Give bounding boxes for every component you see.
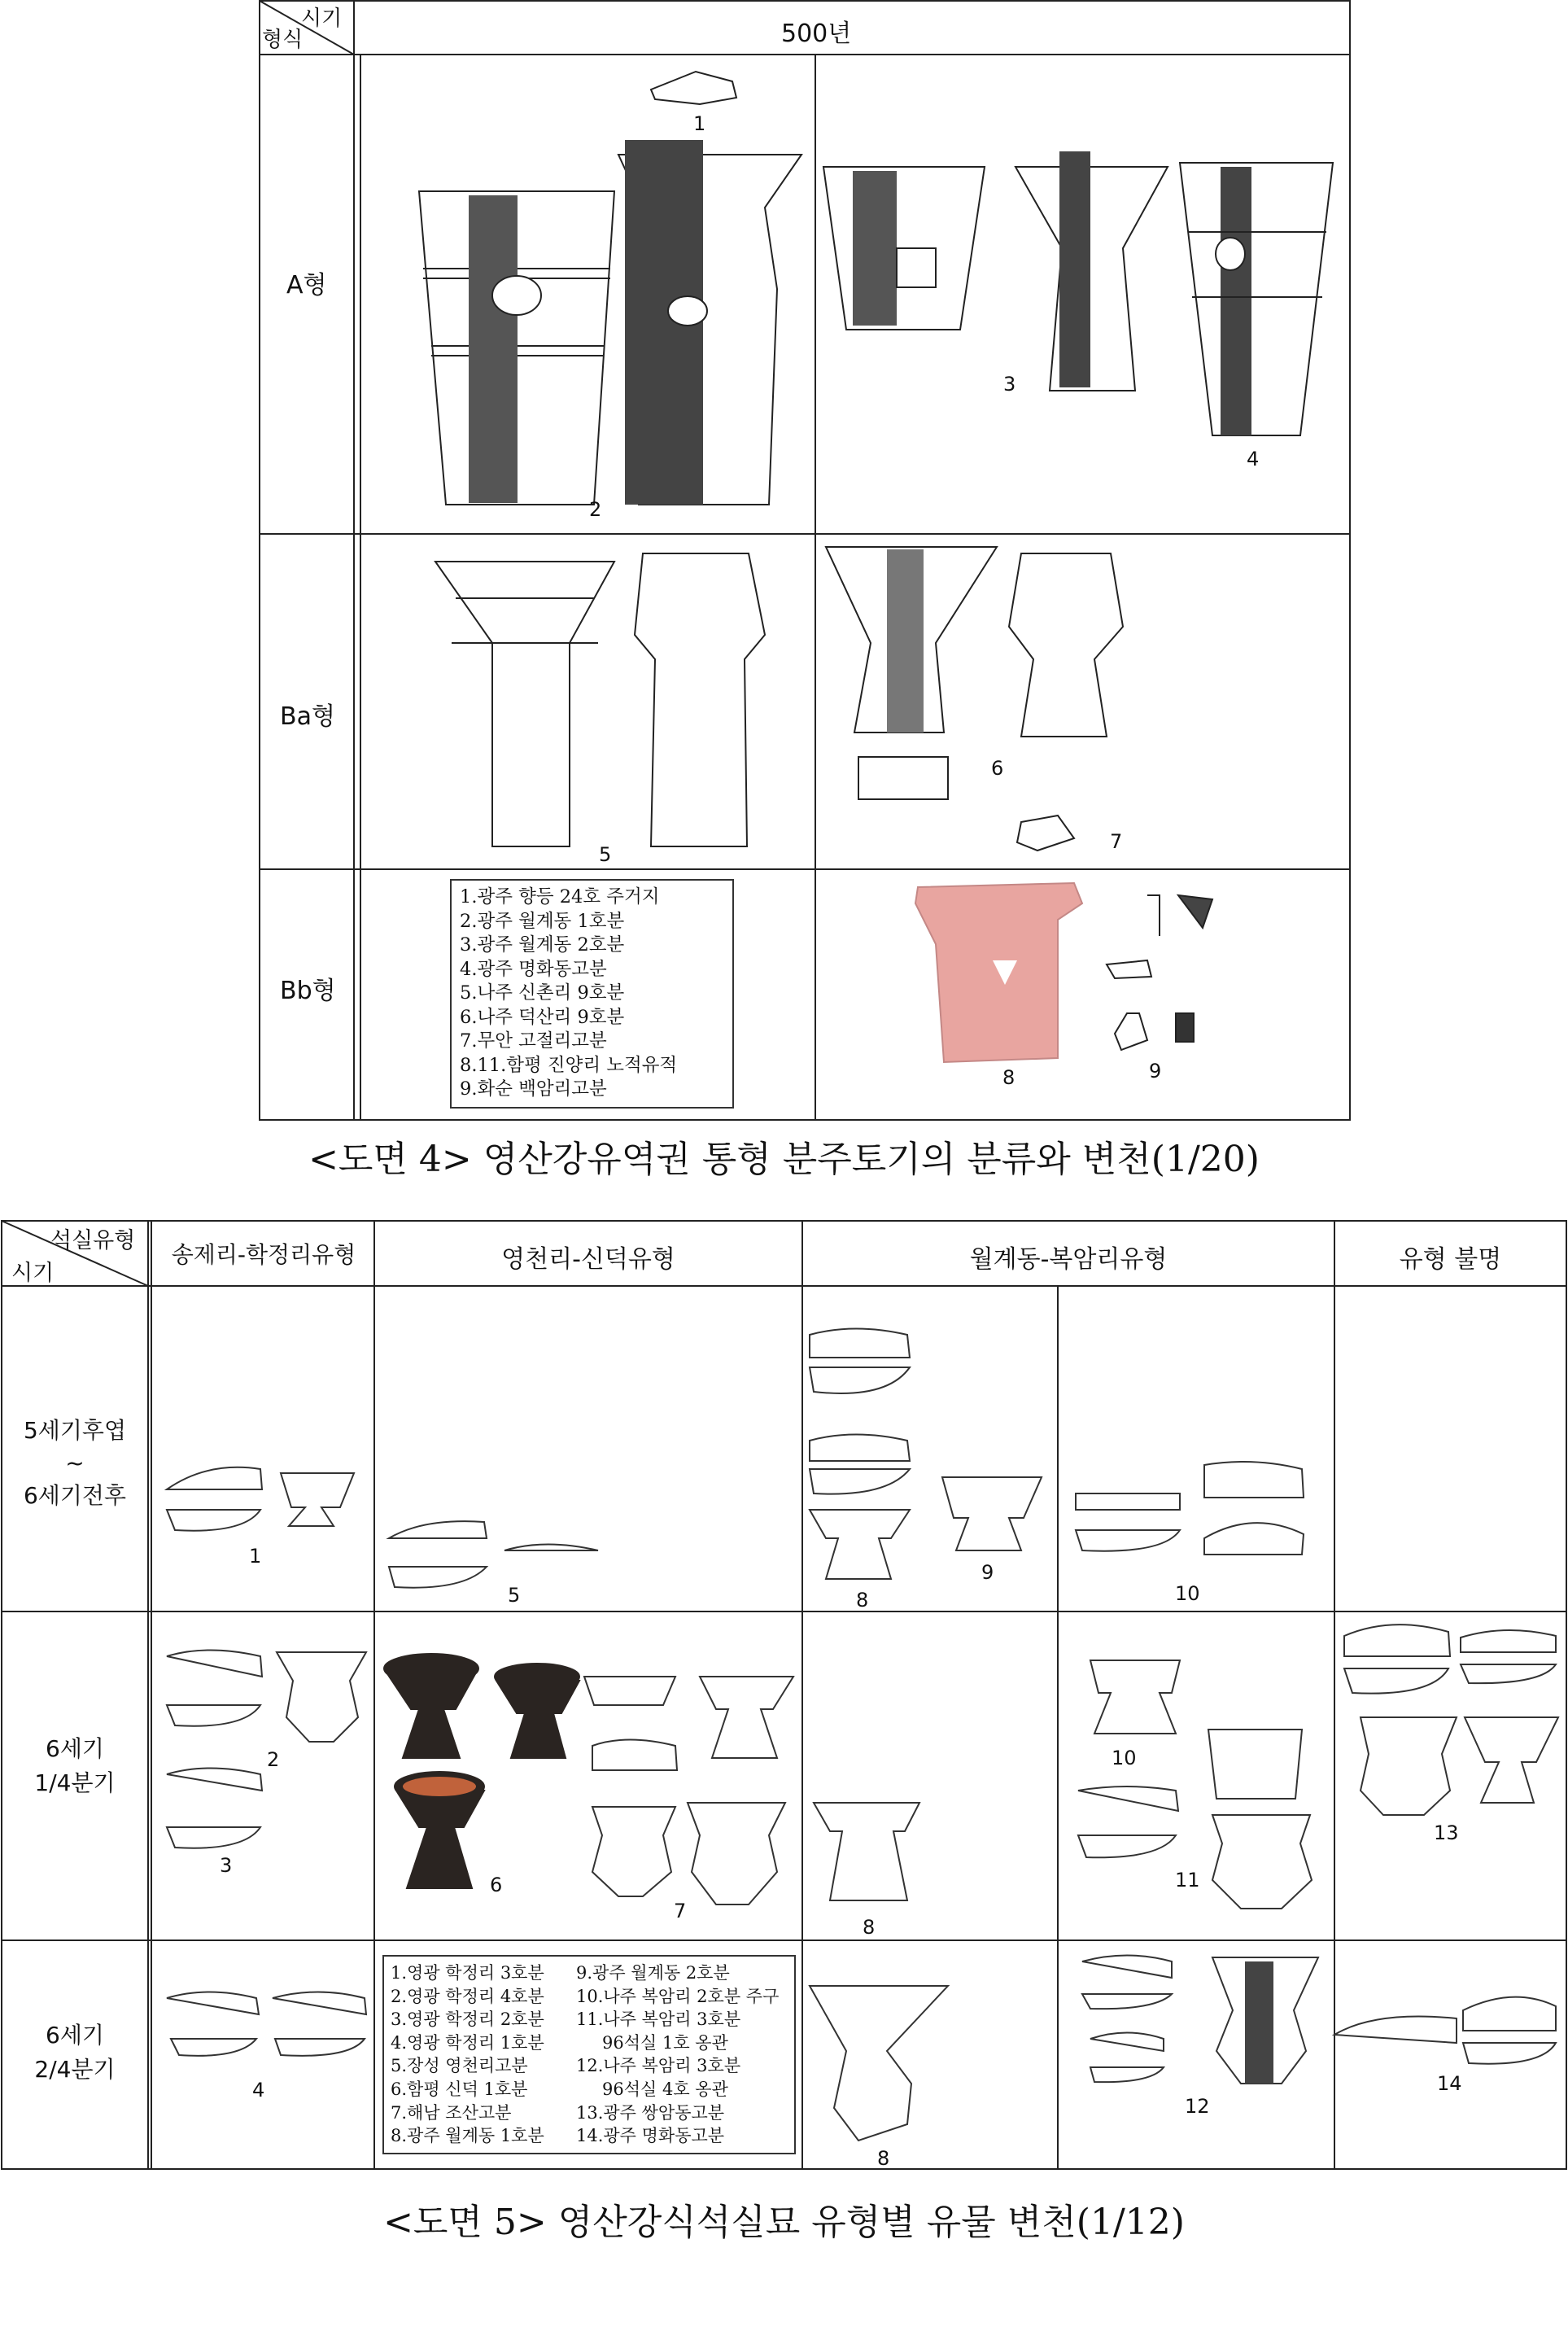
cup-8b <box>810 1469 910 1494</box>
cup-12b <box>1090 2067 1164 2082</box>
stemmed-cup-1 <box>281 1473 354 1526</box>
fig5-legend-item: 1.영광 학정리 3호분 <box>391 1963 544 1983</box>
fig4-caption: <도면 4> 영산강유역권 통형 분주토기의 분류와 변천(1/20) <box>308 1139 1260 1180</box>
fig5-legend-item: 11.나주 복암리 3호분 <box>576 2009 741 2030</box>
fig4-legend-item: 4.광주 명화동고분 <box>460 958 607 980</box>
fig5-num-6: 6 <box>490 1874 503 1896</box>
fig5-num-5: 5 <box>508 1584 521 1607</box>
fig5-legend-item: 7.해남 조산고분 <box>391 2102 512 2123</box>
fig4-header-period: 시기 <box>301 7 343 31</box>
fig5-num-8b: 8 <box>863 1916 876 1939</box>
fig4-legend-item: 2.광주 월계동 1호분 <box>460 910 625 932</box>
fig5-legend-item: 5.장성 영천리고분 <box>391 2056 528 2076</box>
fig5-legend <box>382 1955 796 2154</box>
cup-5 <box>389 1567 487 1588</box>
fig5-num-7: 7 <box>674 1900 687 1922</box>
stemmed-cup-8 <box>810 1510 910 1579</box>
fig4-num-6: 6 <box>991 757 1004 780</box>
fig5-num-12: 12 <box>1185 2095 1210 2118</box>
cup-14 <box>1463 2043 1556 2064</box>
lid-2 <box>167 1651 262 1677</box>
fig4-num-3: 3 <box>1003 373 1016 396</box>
fig4-legend-item: 7.무안 고절리고분 <box>460 1030 607 1052</box>
lid-13a <box>1344 1625 1450 1656</box>
fig4-row-bb: Bb형 <box>280 977 336 1005</box>
cup-8a <box>810 1367 910 1393</box>
cup-10b <box>1204 1523 1304 1555</box>
fig4-row-a: A형 <box>286 271 327 300</box>
pot-11 <box>1212 1815 1312 1909</box>
lid-12a <box>1082 1956 1172 1979</box>
fig5-legend-item: 10.나주 복암리 2호분 주구 <box>576 1986 780 2006</box>
bowl-7a <box>584 1677 675 1705</box>
pot-7a <box>592 1807 675 1896</box>
fig5-legend-item: 8.광주 월계동 1호분 <box>391 2126 544 2146</box>
fig5-num-10a: 10 <box>1175 1582 1200 1605</box>
fig5-num-8a: 8 <box>856 1589 869 1612</box>
cup-13b <box>1461 1664 1556 1683</box>
lid-11 <box>1078 1786 1178 1811</box>
stemmed-cup-9 <box>942 1477 1042 1550</box>
fig5-legend-item: 12.나주 복암리 3호분 <box>576 2056 741 2076</box>
lid-1 <box>167 1467 262 1489</box>
fig5-legend-item: 13.광주 쌍암동고분 <box>576 2102 725 2123</box>
fig4-legend-item: 5.나주 신촌리 9호분 <box>460 982 625 1004</box>
lid-14b <box>1463 1997 1556 2031</box>
fig5-legend-item: 3.영광 학정리 2호분 <box>391 2009 544 2030</box>
lid-7 <box>592 1740 677 1771</box>
row-label-line: ~ <box>65 1450 85 1476</box>
fig5-caption: <도면 5> 영산강식석실묘 유형별 유물 변천(1/12) <box>383 2202 1185 2243</box>
fig5-legend-item: 96석실 4호 옹관 <box>602 2079 728 2099</box>
fig5-header-period: 시기 <box>11 1261 55 1286</box>
lid-5b <box>504 1545 598 1551</box>
lid-14a <box>1334 2017 1457 2044</box>
pot-10b <box>1208 1730 1302 1799</box>
lid-4b <box>273 1992 366 2015</box>
fig4-legend-item: 3.광주 월계동 2호분 <box>460 934 625 956</box>
fig5-num-10b: 10 <box>1112 1747 1137 1769</box>
fig4-legend-item: 9.화순 백암리고분 <box>460 1078 607 1100</box>
cup-3 <box>167 1827 260 1848</box>
cup-12a <box>1082 1994 1172 2009</box>
lid-4a <box>167 1992 259 2015</box>
fig4-num-2: 2 <box>589 498 602 521</box>
fig5-num-1: 1 <box>249 1545 262 1568</box>
fig5-num-11: 11 <box>1175 1869 1200 1891</box>
fig4-num-7: 7 <box>1110 830 1123 853</box>
fig4-legend-item: 6.나주 덕산리 9호분 <box>460 1006 625 1028</box>
stemmed-cup-7a <box>700 1677 793 1758</box>
fig5-col-4: 유형 불명 <box>1399 1245 1502 1274</box>
fig5-num-8c: 8 <box>877 2147 890 2170</box>
row-label-line: 6세기 <box>46 2022 104 2049</box>
fig5-num-9: 9 <box>981 1561 994 1584</box>
row-label-line: 2/4분기 <box>34 2056 116 2083</box>
row-label-line: 6세기 <box>46 1735 104 1762</box>
cup-13a <box>1344 1668 1448 1694</box>
fig5-num-2: 2 <box>267 1748 280 1771</box>
fig5-legend-item: 9.광주 월계동 2호분 <box>576 1963 730 1983</box>
fig5-col-3: 월계동-복암리유형 <box>969 1245 1168 1274</box>
pot-7b <box>688 1803 785 1904</box>
fig4-num-8: 8 <box>1002 1066 1015 1089</box>
fig4-header-type: 형식 <box>262 28 304 52</box>
stemmed-cup-13 <box>1465 1717 1558 1803</box>
fig5-legend-item: 4.영광 학정리 1호분 <box>391 2032 544 2053</box>
fig5-legend-right <box>576 1961 779 2148</box>
lid-5 <box>389 1521 487 1538</box>
cup-1 <box>167 1510 260 1531</box>
pottery-photo-6 <box>384 1654 579 1888</box>
fig5-legend-item: 2.영광 학정리 4호분 <box>391 1986 544 2006</box>
row-label-line: 5세기후엽 <box>23 1417 126 1444</box>
fig5-col-1: 송제리-학정리유형 <box>171 1241 356 1268</box>
fig5-legend-item: 14.광주 명화동고분 <box>576 2126 725 2146</box>
fig4-num-4: 4 <box>1247 448 1260 470</box>
lid-8b <box>810 1435 910 1462</box>
fig5-col-2: 영천리-신덕유형 <box>501 1245 675 1274</box>
fig4-legend-item: 1.광주 향등 24호 주거지 <box>460 886 660 907</box>
pot-2 <box>277 1652 366 1742</box>
fig4-num-5: 5 <box>599 843 612 866</box>
cup-11 <box>1078 1835 1176 1857</box>
fig5-num-14: 14 <box>1437 2072 1462 2095</box>
fig5-num-3: 3 <box>220 1854 233 1877</box>
stemmed-cup-10 <box>1090 1660 1180 1734</box>
fig5-num-13: 13 <box>1434 1821 1459 1844</box>
fig4-row-ba: Ba형 <box>280 702 335 731</box>
cup-4a <box>171 2039 256 2056</box>
row-label-line: 1/4분기 <box>34 1769 116 1796</box>
fig5-header-type: 석실유형 <box>50 1228 136 1253</box>
row-label-line: 6세기전후 <box>23 1482 126 1509</box>
pot-13 <box>1361 1717 1457 1815</box>
stemmed-cup-8-row2 <box>814 1803 919 1900</box>
jar-8 <box>810 1986 948 2141</box>
lid-8a <box>810 1329 910 1358</box>
lid-10a <box>1076 1493 1180 1510</box>
lid-13b <box>1461 1630 1556 1652</box>
cup-10a <box>1076 1530 1180 1551</box>
lid-10b <box>1204 1462 1304 1498</box>
cup-2 <box>167 1705 260 1726</box>
lid-3 <box>167 1769 262 1791</box>
fig4-year-header: 500년 <box>781 20 852 48</box>
fig5-num-4: 4 <box>252 2079 265 2101</box>
lid-12b <box>1090 2033 1164 2052</box>
fig5-legend-item: 96석실 1호 옹관 <box>602 2032 728 2053</box>
fig4-num-9: 9 <box>1149 1060 1162 1082</box>
fig4-num-1: 1 <box>693 112 706 135</box>
fig5-legend-left <box>391 1961 570 2148</box>
fig5-legend-item: 6.함평 신덕 1호분 <box>391 2079 528 2099</box>
cup-4b <box>275 2039 365 2056</box>
fig4-legend-item: 8.11.함평 진양리 노적유적 <box>460 1054 678 1076</box>
